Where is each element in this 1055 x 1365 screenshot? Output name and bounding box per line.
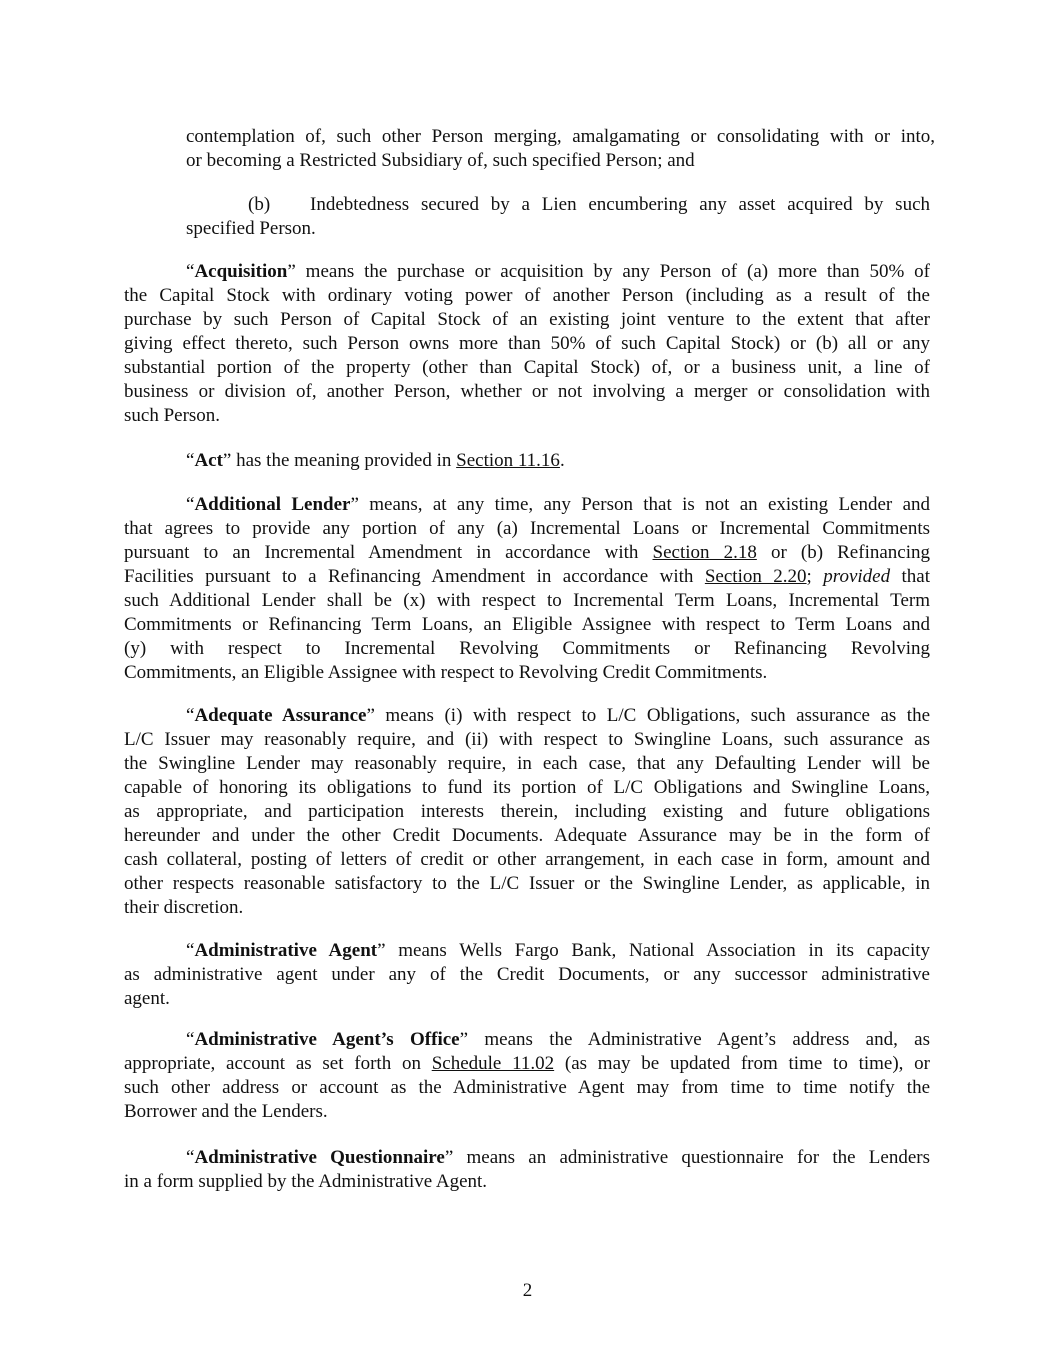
text-line	[124, 963, 930, 987]
text-line	[124, 260, 930, 284]
text-run: ” means an administrative questionnaire for the Lenders	[444, 1147, 930, 1168]
cross-reference: Schedule 11.02	[431, 1053, 555, 1074]
defined-term: Administrative Agent	[194, 940, 378, 961]
text-line	[124, 1146, 930, 1170]
text-run: the Swingline Lender may reasonably require, in each case, that any Defaulting Lender will be	[124, 753, 930, 774]
text-run: that	[890, 566, 931, 587]
defined-term: Additional Lender	[194, 494, 351, 515]
text-run: business or division of, another Person, whether or not involving a merger or consolidation with	[124, 381, 930, 402]
text-run: ” means, at any time, any Person that is not an existing Lender and	[350, 494, 931, 515]
text-run: (y) with respect to Incremental Revolving Commitments or Refinancing Revolving	[124, 638, 930, 659]
text-line	[124, 704, 930, 728]
text-run: (as may be updated from time to time), or	[554, 1053, 930, 1074]
text-run: “	[186, 705, 195, 726]
text-run: such Person.	[124, 405, 221, 426]
definition-administrative-agents-office	[124, 1028, 930, 1124]
text-run: ” means the purchase or acquisition by any Person of (a) more than 50% of	[287, 261, 930, 282]
text-run: ” has the meaning provided in	[222, 450, 457, 471]
text-run: ;	[806, 566, 824, 587]
paragraph-continuation	[186, 125, 935, 173]
emphasis: provided	[823, 566, 891, 587]
text-line	[124, 800, 930, 824]
text-run: ” means (i) with respect to L/C Obligations, such assurance as the	[366, 705, 931, 726]
text-line	[124, 939, 930, 963]
text-line	[124, 613, 930, 637]
text-run: or (b) Refinancing	[756, 542, 930, 563]
text-run: agent.	[124, 988, 170, 1009]
text-run: Commitments or Refinancing Term Loans, an Eligible Assignee with respect to Term Loans and	[124, 614, 930, 635]
text-line	[124, 824, 930, 848]
defined-term: Administrative Agent’s Office	[194, 1029, 460, 1050]
text-line	[124, 987, 930, 1011]
text-line	[124, 565, 930, 589]
text-line	[124, 380, 930, 404]
text-line	[186, 149, 935, 173]
text-line	[124, 752, 930, 776]
text-run: ” means Wells Fargo Bank, National Association in its capacity	[377, 940, 931, 961]
definition-acquisition	[124, 260, 930, 428]
text-line	[124, 356, 930, 380]
text-run: “	[186, 940, 195, 961]
definition-act	[124, 449, 930, 473]
text-run: cash collateral, posting of letters of credit or other arrangement, in each case in form, amount and	[124, 849, 930, 870]
text-run: “	[186, 1029, 195, 1050]
text-run: the Capital Stock with ordinary voting power of another Person (including as a result of the	[124, 285, 930, 306]
cross-reference: Section 11.16	[456, 450, 560, 471]
text-line	[124, 332, 930, 356]
defined-term: Acquisition	[194, 261, 288, 282]
text-run: “	[186, 494, 195, 515]
text-run: as appropriate, and participation interests therein, including existing and future obligations	[124, 801, 930, 822]
text-run: .	[559, 450, 565, 471]
text-line	[124, 1100, 930, 1124]
text-run: contemplation of, such other Person merging, amalgamating or consolidating with or into,	[186, 126, 935, 147]
text-run: L/C Issuer may reasonably require, and (ii) with respect to Swingline Loans, such assurance as	[124, 729, 930, 750]
text-run: “	[186, 450, 195, 471]
text-line	[124, 728, 930, 752]
definition-administrative-questionnaire	[124, 1146, 930, 1194]
text-run: substantial portion of the property (other than Capital Stock) of, or a business unit, a line of	[124, 357, 930, 378]
text-run: Facilities pursuant to a Refinancing Amendment in accordance with	[124, 566, 705, 587]
text-line	[124, 284, 930, 308]
text-run: capable of honoring its obligations to fund its portion of L/C Obligations and Swingline Loans,	[124, 777, 930, 798]
text-line	[124, 1028, 930, 1052]
text-run: hereunder and under the other Credit Documents. Adequate Assurance may be in the form of	[124, 825, 930, 846]
subclause-text: Indebtedness secured by a Lien encumbering any asset acquired by such	[310, 194, 930, 215]
text-line	[124, 896, 930, 920]
text-line	[124, 1076, 930, 1100]
defined-term: Act	[194, 450, 223, 471]
text-run: other respects reasonable satisfactory to the L/C Issuer or the Swingline Lender, as applicable, in	[124, 873, 930, 894]
text-line	[124, 308, 930, 332]
subclause-continuation: specified Person.	[186, 218, 316, 239]
defined-term: Adequate Assurance	[194, 705, 367, 726]
text-run: “	[186, 261, 195, 282]
cross-reference: Section 2.20	[704, 566, 807, 587]
text-run: or becoming a Restricted Subsidiary of, such specified Person; and	[186, 150, 695, 171]
text-line	[124, 493, 930, 517]
text-line	[124, 848, 930, 872]
text-line	[124, 661, 930, 685]
definition-administrative-agent	[124, 939, 930, 1011]
text-line	[124, 589, 930, 613]
text-line	[124, 517, 930, 541]
text-run: ” means the Administrative Agent’s address and, as	[459, 1029, 930, 1050]
page-number: 2	[522, 1280, 533, 1301]
text-line	[124, 872, 930, 896]
text-line	[124, 1170, 930, 1194]
text-run: their discretion.	[124, 897, 244, 918]
text-run: Commitments, an Eligible Assignee with respect to Revolving Credit Commitments.	[124, 662, 768, 683]
text-run: pursuant to an Incremental Amendment in accordance with	[124, 542, 653, 563]
subclause-label: (b)	[248, 194, 271, 215]
text-line	[124, 449, 930, 473]
text-run: appropriate, account as set forth on	[124, 1053, 432, 1074]
text-line	[124, 637, 930, 661]
text-line	[124, 404, 930, 428]
text-run: Borrower and the Lenders.	[124, 1101, 328, 1122]
text-run: “	[186, 1147, 195, 1168]
text-run: purchase by such Person of Capital Stock of an existing joint venture to the extent that after	[124, 309, 930, 330]
text-run: giving effect thereto, such Person owns more than 50% of such Capital Stock) or (b) all or any	[124, 333, 930, 354]
text-line	[124, 541, 930, 565]
text-run: as administrative agent under any of the Credit Documents, or any successor administrative	[124, 964, 930, 985]
definition-adequate-assurance	[124, 704, 930, 920]
text-line	[186, 125, 935, 149]
defined-term: Administrative Questionnaire	[194, 1147, 445, 1168]
text-run: such Additional Lender shall be (x) with respect to Incremental Term Loans, Incremental Term	[124, 590, 930, 611]
text-run: in a form supplied by the Administrative Agent.	[124, 1171, 488, 1192]
cross-reference: Section 2.18	[652, 542, 757, 563]
text-line	[124, 776, 930, 800]
definition-additional-lender	[124, 493, 930, 685]
text-line	[124, 1052, 930, 1076]
text-run: such other address or account as the Administrative Agent may from time to time notify the	[124, 1077, 930, 1098]
text-run: that agrees to provide any portion of any (a) Incremental Loans or Incremental Commitments	[124, 518, 930, 539]
